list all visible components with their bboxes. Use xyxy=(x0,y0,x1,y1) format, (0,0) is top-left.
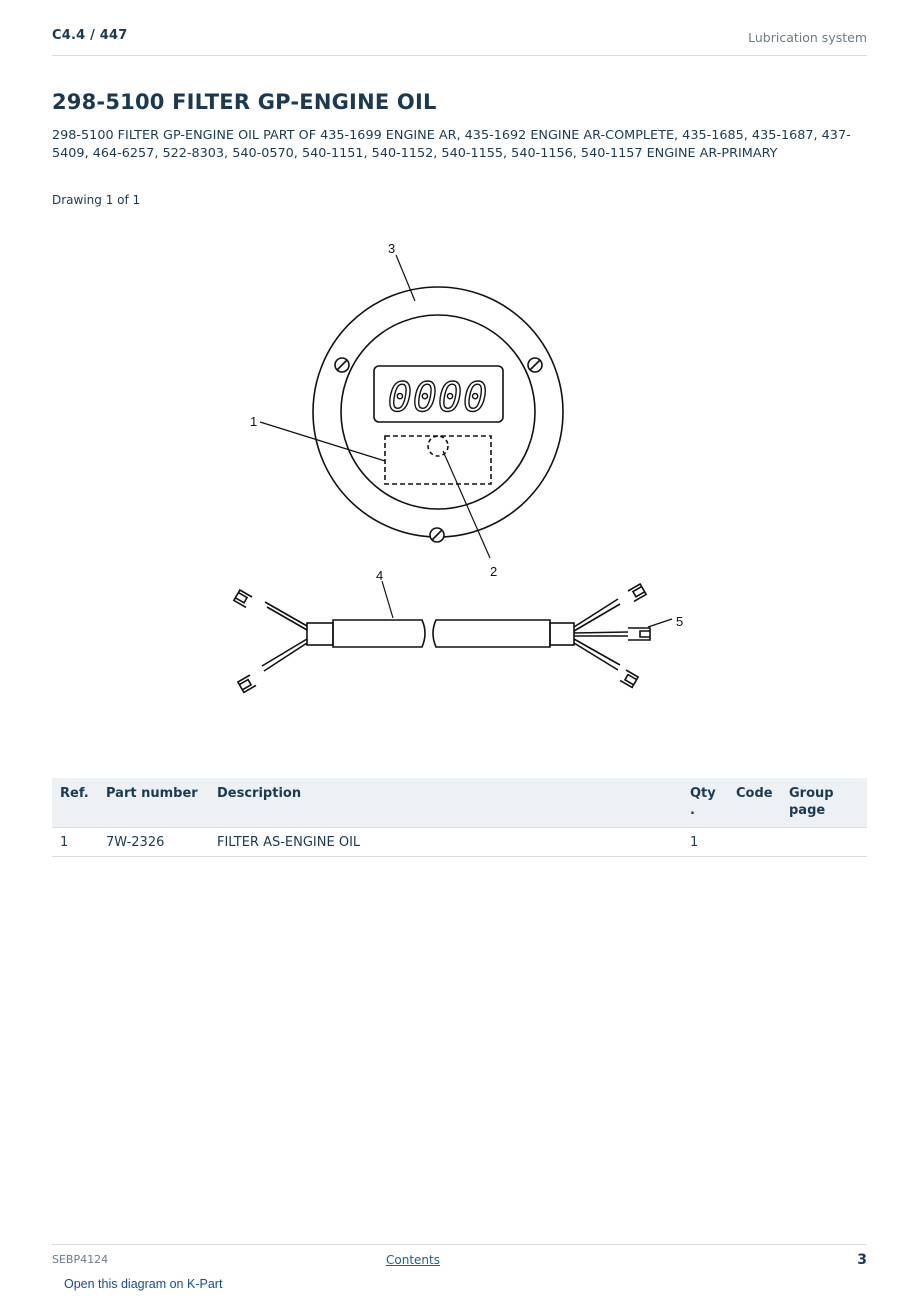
column-header-qty xyxy=(682,778,728,828)
table-header-row xyxy=(52,778,867,828)
screw-icon xyxy=(430,528,444,542)
group-header-line2: page xyxy=(789,803,826,818)
screw-icon xyxy=(335,358,349,372)
page-title: 298-5100 FILTER GP-ENGINE OIL xyxy=(52,90,437,114)
cell-group-page xyxy=(781,828,867,857)
fork-terminal-icon xyxy=(628,584,646,601)
cell-description: FILTER AS-ENGINE OIL xyxy=(209,828,682,857)
cell-ref: 1 xyxy=(52,828,98,857)
parts-diagram[interactable] xyxy=(200,215,720,745)
callout-3: 3 xyxy=(388,241,396,256)
fork-terminal-icon xyxy=(238,675,256,692)
section-name: Lubrication system xyxy=(748,30,867,45)
harness-sheath-right xyxy=(433,620,550,647)
callout-5: 5 xyxy=(676,614,684,629)
screw-icon xyxy=(528,358,542,372)
document-id: C4.4 / 447 xyxy=(52,28,128,43)
part-description: 298-5100 FILTER GP-ENGINE OIL PART OF 435-1699 ENGINE AR, 435-1692 ENGINE AR-COMPLETE, 435-1685, 435-1687, 437-5409, 464-6257, 522-8303, 540-0570, 540-1151, 540-1152, 540-1155, 540-1156, 540-1157 ENGINE AR-PRIMARY xyxy=(52,128,851,161)
callout-2: 2 xyxy=(490,564,498,579)
cell-qty: 1 xyxy=(682,828,728,857)
kpart-diagram-link[interactable]: Open this diagram on K-Part xyxy=(64,1277,223,1291)
callout-1: 1 xyxy=(250,414,258,429)
sensor-port xyxy=(428,436,448,456)
column-header-part-number: Part number xyxy=(98,778,209,828)
page-header xyxy=(52,28,867,56)
footer-divider xyxy=(52,1244,867,1245)
group-header-line1: Group xyxy=(789,786,834,801)
fork-terminal-icon xyxy=(628,628,650,640)
parts-table xyxy=(52,778,867,857)
column-header-description: Description xyxy=(209,778,682,828)
column-header-ref: Ref. xyxy=(52,778,98,828)
qty-header-line2: . xyxy=(690,803,695,818)
callout-4: 4 xyxy=(376,568,384,583)
qty-header-line1: Qty xyxy=(690,786,716,801)
cell-part-number[interactable]: 7W-2326 xyxy=(98,828,209,857)
table-row xyxy=(52,828,867,857)
fork-terminal-icon xyxy=(620,670,638,687)
column-header-code: Code xyxy=(728,778,781,828)
contents-link[interactable]: Contents xyxy=(386,1253,440,1267)
column-header-group-page xyxy=(781,778,867,828)
harness-connector xyxy=(550,623,574,645)
harness-connector xyxy=(307,623,333,645)
footer-doc-number: SEBP4124 xyxy=(52,1253,109,1266)
display-digits: 0000 xyxy=(387,375,489,421)
drawing-count: Drawing 1 of 1 xyxy=(52,193,141,207)
page-number: 3 xyxy=(857,1252,867,1268)
fork-terminal-icon xyxy=(234,590,252,607)
harness-sheath-left xyxy=(333,620,425,647)
cell-code xyxy=(728,828,781,857)
label-area xyxy=(385,436,491,484)
